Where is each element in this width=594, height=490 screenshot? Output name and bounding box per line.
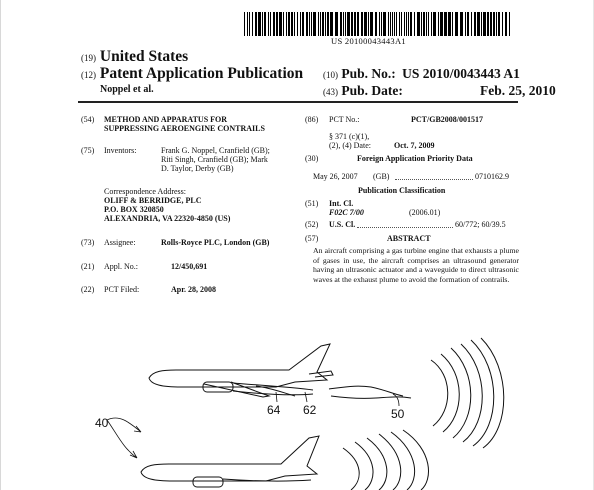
barcode-bar	[426, 12, 427, 36]
intcl-year: (2006.01)	[409, 208, 441, 217]
sound-wave	[441, 354, 459, 432]
barcode-bar	[408, 12, 409, 36]
barcode-bar	[428, 12, 429, 36]
barcode-bar	[270, 12, 271, 36]
aircraft-bottom	[141, 430, 428, 490]
uscl-code: (52)	[305, 220, 319, 229]
aircraft-bottom-fuselage	[141, 436, 319, 481]
barcode-bar	[252, 12, 253, 36]
barcode-bar	[467, 12, 469, 36]
barcode-bar	[379, 12, 380, 36]
sound-wave	[367, 438, 387, 490]
barcode-bar	[455, 12, 458, 36]
barcode-bar	[313, 12, 316, 36]
correspondence-line-1: OLIFF & BERRIDGE, PLC	[104, 196, 202, 205]
barcode-bar	[318, 12, 319, 36]
intcl-class: F02C 7/00	[329, 208, 364, 217]
barcode-bar	[311, 12, 312, 36]
pubno-label: Pub. No.:	[341, 66, 396, 81]
aircraft-top-fuselage	[149, 344, 330, 387]
barcode-bar	[330, 12, 333, 36]
ref-label-50: 50	[391, 407, 405, 421]
aircraft-top	[149, 338, 504, 448]
pubdate-code: (43)	[323, 87, 338, 97]
s371-line-1: § 371 (c)(1),	[329, 132, 370, 141]
inventors-line-3: D. Taylor, Derby (GB)	[161, 164, 234, 173]
type-code: (12)	[81, 70, 96, 80]
sound-wave	[481, 338, 504, 448]
correspondence-line-3: ALEXANDRIA, VA 22320-4850 (US)	[104, 214, 231, 223]
barcode-bar	[283, 12, 284, 36]
barcode-bar	[399, 12, 400, 36]
barcode-bar	[448, 12, 451, 36]
barcode-bar	[276, 12, 278, 36]
publication-type: Patent Application Publication	[99, 65, 304, 82]
barcode-bar	[375, 12, 377, 36]
barcode-bar	[249, 12, 250, 36]
pubdate-label: Pub. Date:	[341, 83, 403, 98]
ref-label-64: 64	[267, 403, 281, 417]
country-line	[81, 48, 188, 66]
barcode-bar	[477, 12, 480, 36]
barcode-bar	[502, 12, 503, 36]
inventors-label: Inventors:	[104, 146, 137, 155]
leader-line-50	[393, 394, 399, 406]
barcode-bar	[288, 12, 290, 36]
barcode-bar	[388, 12, 389, 36]
barcode-bar	[423, 12, 425, 36]
appl-code: (21)	[81, 262, 95, 271]
inventors-line-2: Riti Singh, Cranfield (GB); Mark	[161, 155, 268, 164]
barcode-bar	[498, 12, 500, 36]
intcl-code: (51)	[305, 199, 319, 208]
priority-number: 0710162.9	[475, 172, 509, 181]
inventor-short: Noppel et al.	[100, 84, 154, 95]
barcode-bar	[268, 12, 269, 36]
barcode-bar	[487, 12, 489, 36]
appl-value: 12/450,691	[171, 262, 208, 271]
barcode-bar	[414, 12, 415, 36]
barcode-bar	[286, 12, 287, 36]
barcode-bar	[483, 12, 486, 36]
barcode-bar	[340, 12, 342, 36]
uscl-label: U.S. Cl.	[329, 220, 356, 229]
aircraft-top-wing	[204, 382, 269, 397]
barcode-bar	[471, 12, 472, 36]
pct-no-label: PCT No.:	[329, 115, 360, 124]
pubno-code: (10)	[323, 70, 338, 80]
barcode-bar	[493, 12, 495, 36]
barcode-bar	[273, 12, 275, 36]
priority-leader-dots	[395, 179, 473, 180]
sound-wave	[461, 344, 482, 442]
pct-no-code: (86)	[305, 115, 319, 124]
barcode-bar	[279, 12, 282, 36]
barcode-bar	[291, 12, 293, 36]
country-name: United States	[99, 48, 189, 65]
barcode-bar	[258, 12, 261, 36]
barcode-number: US 20100043443A1	[331, 36, 406, 46]
barcode-bar	[452, 12, 453, 36]
priority-code: (30)	[305, 154, 319, 163]
publication-type-line	[81, 65, 303, 83]
pct-no-value: PCT/GB2008/001517	[411, 115, 484, 124]
title-line-2: SUPPRESSING AEROENGINE CONTRAILS	[104, 124, 265, 133]
barcode-bar	[264, 12, 266, 36]
title-code: (54)	[81, 115, 95, 124]
leader-line-62	[305, 392, 307, 402]
correspondence-label: Correspondence Address:	[104, 187, 186, 196]
barcode-bar	[325, 12, 326, 36]
barcode-bar	[361, 12, 363, 36]
barcode-bar	[474, 12, 476, 36]
pub-number-line	[323, 66, 520, 82]
barcode-bar	[255, 12, 257, 36]
barcode-bar	[262, 12, 263, 36]
pubno-value: US 2010/0043443 A1	[402, 66, 520, 81]
assignee-code: (73)	[81, 238, 95, 247]
pubdate-value: Feb. 25, 2010	[480, 83, 556, 98]
pct-filed-code: (22)	[81, 285, 95, 294]
barcode-bar	[383, 12, 386, 36]
sound-wave	[403, 430, 428, 490]
barcode-bar	[368, 12, 369, 36]
barcode-bar	[490, 12, 492, 36]
barcode-bar	[327, 12, 329, 36]
uscl-leader-dots	[357, 227, 453, 228]
country-code: (19)	[81, 53, 96, 63]
sound-wave	[431, 360, 448, 426]
barcode-bar	[465, 12, 466, 36]
barcode-bar	[421, 12, 422, 36]
s371-line-2: (2), (4) Date:	[329, 141, 371, 150]
priority-date: May 26, 2007	[313, 172, 358, 181]
contrail-plume	[329, 386, 411, 398]
barcode-bar	[481, 12, 482, 36]
barcode-bar	[370, 12, 373, 36]
assignee-value	[161, 238, 269, 248]
classification-heading: Publication Classification	[358, 186, 446, 195]
barcode-bar	[247, 12, 248, 36]
sound-wave	[343, 448, 359, 490]
intcl-label: Int. Cl.	[329, 199, 354, 208]
barcode-bar	[438, 12, 439, 36]
barcode-bar	[406, 12, 407, 36]
pub-date-line	[323, 83, 556, 99]
barcode-bar	[390, 12, 391, 36]
barcode-bar	[335, 12, 338, 36]
barcode-bar	[396, 12, 397, 36]
appl-label: Appl. No.:	[104, 262, 138, 271]
uscl-value: 60/772; 60/39.5	[455, 220, 506, 229]
ref-label-62: 62	[303, 403, 317, 417]
correspondence-line-2: P.O. BOX 320850	[104, 205, 164, 214]
barcode-bar	[343, 12, 344, 36]
pct-filed-label: PCT Filed:	[104, 285, 140, 294]
barcode-bar	[351, 12, 353, 36]
barcode-bar	[401, 12, 402, 36]
barcode-bar	[309, 12, 310, 36]
barcode-bar	[300, 12, 301, 36]
barcode-bar	[320, 12, 321, 36]
patent-drawing	[81, 330, 521, 490]
leader-line-64	[276, 392, 277, 402]
barcode-bar	[433, 12, 436, 36]
priority-heading: Foreign Application Priority Data	[357, 154, 473, 163]
barcode	[244, 12, 512, 36]
barcode-bar	[306, 12, 308, 36]
sound-wave	[451, 348, 471, 438]
barcode-bar	[357, 12, 359, 36]
barcode-bar	[381, 12, 382, 36]
title-line-1: METHOD AND APPARATUS FOR	[104, 115, 228, 124]
abstract-text: An aircraft comprising a gas turbine engine that exhausts a plume of gases in use, the aircraft comprises an ultrasound generator having an ultrasonic actuator and a waveguide to direct ultrasonic waves at the exhaust plume to avoid the formation of contrails.	[313, 246, 519, 284]
barcode-bar	[354, 12, 356, 36]
s371-date: Oct. 7, 2009	[394, 141, 435, 150]
barcode-bar	[404, 12, 405, 36]
barcode-bar	[496, 12, 497, 36]
barcode-bar	[410, 12, 412, 36]
arrow-40-top	[107, 418, 141, 432]
priority-country: (GB)	[373, 172, 390, 181]
barcode-bar	[444, 12, 447, 36]
aircraft-top-stabilizer	[309, 371, 333, 377]
aircraft-bottom-engine	[193, 477, 223, 487]
inventors-code: (75)	[81, 146, 95, 155]
pct-filed-value: Apr. 28, 2008	[171, 285, 217, 294]
barcode-bar	[440, 12, 443, 36]
ref-label-40: 40	[95, 416, 109, 430]
barcode-bar	[347, 12, 350, 36]
barcode-bar	[294, 12, 295, 36]
abstract-code: (57)	[305, 234, 319, 243]
assignee-value-text: Rolls-Royce PLC, London (GB)	[161, 238, 270, 247]
barcode-bar	[505, 12, 507, 36]
barcode-bar	[417, 12, 420, 36]
barcode-bar	[509, 12, 510, 36]
sound-wave	[391, 432, 415, 490]
barcode-bar	[431, 12, 432, 36]
sound-wave	[379, 434, 401, 490]
barcode-bar	[364, 12, 367, 36]
abstract-heading: ABSTRACT	[387, 234, 431, 243]
header-rule	[78, 101, 518, 103]
barcode-bar	[244, 12, 245, 36]
barcode-bar	[392, 12, 393, 36]
barcode-bar	[297, 12, 298, 36]
inventors-line-1: Frank G. Noppel, Cranfield (GB);	[161, 146, 270, 155]
barcode-bar	[322, 12, 324, 36]
barcode-bar	[394, 12, 395, 36]
assignee-label: Assignee:	[104, 238, 136, 247]
barcode-bar	[345, 12, 346, 36]
barcode-bar	[302, 12, 304, 36]
barcode-bar	[460, 12, 463, 36]
